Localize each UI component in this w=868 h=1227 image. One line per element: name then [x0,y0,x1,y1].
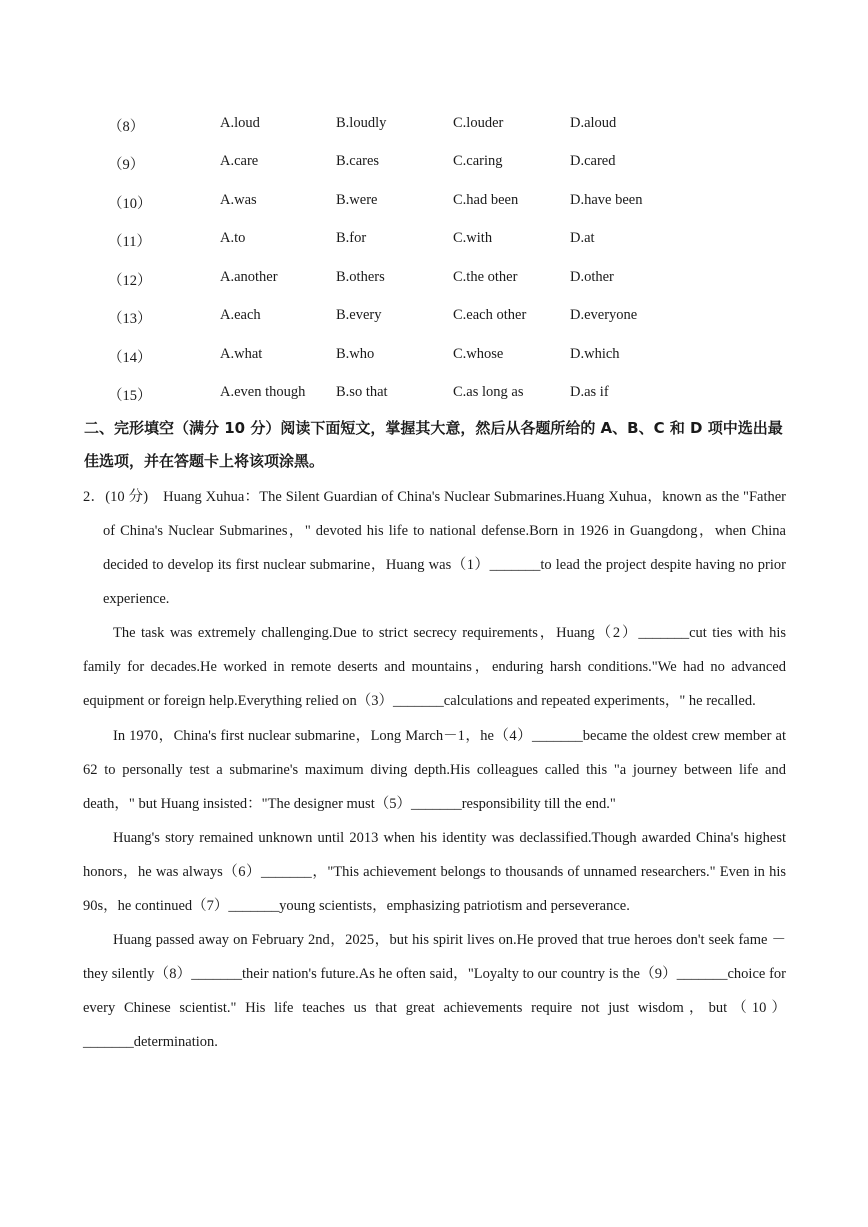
option-number: （9） [108,157,145,173]
option-a: A.to [220,230,246,246]
option-c: C.louder [453,115,504,131]
option-a: A.another [220,269,278,285]
option-c: C.with [453,230,493,246]
option-a: A.each [220,307,261,323]
option-b: B.every [336,307,382,323]
option-d: D.which [570,346,620,362]
option-d: D.have been [570,192,643,208]
passage-paragraph-1: The task was extremely challenging.Due to strict secrecy requirements，Huang（2）_______cut ties with his family for decades.He worked in remote deserts and mountains，enduring harsh conditions."We had no advanced equipment or foreign help.Everything relied on（3）_______calculations and repeated experiments，" he recalled. [83,625,786,709]
passage-paragraph-4: Huang passed away on February 2nd，2025，but his spirit lives on.He proved that true heroes don't seek fame －they silently（8）_______their nation's future.As he often said，"Loyalty to our country is the（9）_______choice for every Chinese scientist." His life teaches us that great achievements require not just wisdom，but（10）_______determination. [83,932,786,1050]
option-c: C.the other [453,269,518,285]
option-a: A.even though [220,384,306,400]
question-intro [83,480,786,616]
option-number: （11） [108,234,151,250]
option-number: （12） [108,273,152,289]
option-c: C.each other [453,307,527,323]
option-b: B.loudly [336,115,387,131]
option-b: B.for [336,230,367,246]
option-d: D.aloud [570,115,617,131]
option-c: C.as long as [453,384,524,400]
question-intro-text: Huang Xuhua：The Silent Guardian of China's Nuclear Submarines.Huang Xuhua，known as the "Father of China's Nuclear Submarines，" devoted his life to national defense.Born in 1926 in Guangdong，when China decided to develop its first nuclear submarine，Huang was（1）_______to lead the project despite having no prior experience. [103,489,786,607]
section-heading: 二、完形填空（满分 10 分）阅读下面短文，掌握其大意，然后从各题所给的 A、B、C 和 D 项中选出最佳选项，并在答题卡上将该项涂黑。 [84,419,783,470]
option-b: B.others [336,269,385,285]
option-b: B.cares [336,153,380,169]
option-a: A.care [220,153,259,169]
option-d: D.as if [570,384,609,400]
option-number: （15） [108,388,152,404]
option-b: B.who [336,346,375,362]
option-d: D.at [570,230,595,246]
option-b: B.were [336,192,378,208]
option-d: D.cared [570,153,616,169]
option-a: A.what [220,346,263,362]
option-b: B.so that [336,384,388,400]
question-label: 2．(10 分) [83,489,164,505]
option-number: （10） [108,196,152,212]
option-a: A.loud [220,115,260,131]
option-number: （13） [108,311,152,327]
option-d: D.other [570,269,614,285]
option-a: A.was [220,192,257,208]
option-number: （8） [108,119,145,135]
passage-paragraph-2: In 1970，China's first nuclear submarine，Long March－1，he（4）_______became the oldest crew member at 62 to personally test a submarine's maximum diving depth.His colleagues called this "a journey between life and death，" but Huang insisted："The designer must（5）_______responsibility till the end." [83,728,786,812]
option-c: C.caring [453,153,503,169]
option-c: C.had been [453,192,519,208]
option-number: （14） [108,350,152,366]
passage-paragraph-3: Huang's story remained unknown until 2013 when his identity was declassified.Though awarded China's highest honors，he was always（6）_______，"This achievement belongs to thousands of unnamed researchers." Even in his 90s，he continued（7）_______young scientists，emphasizing patriotism and perseverance. [83,830,786,914]
option-c: C.whose [453,346,504,362]
option-d: D.everyone [570,307,638,323]
